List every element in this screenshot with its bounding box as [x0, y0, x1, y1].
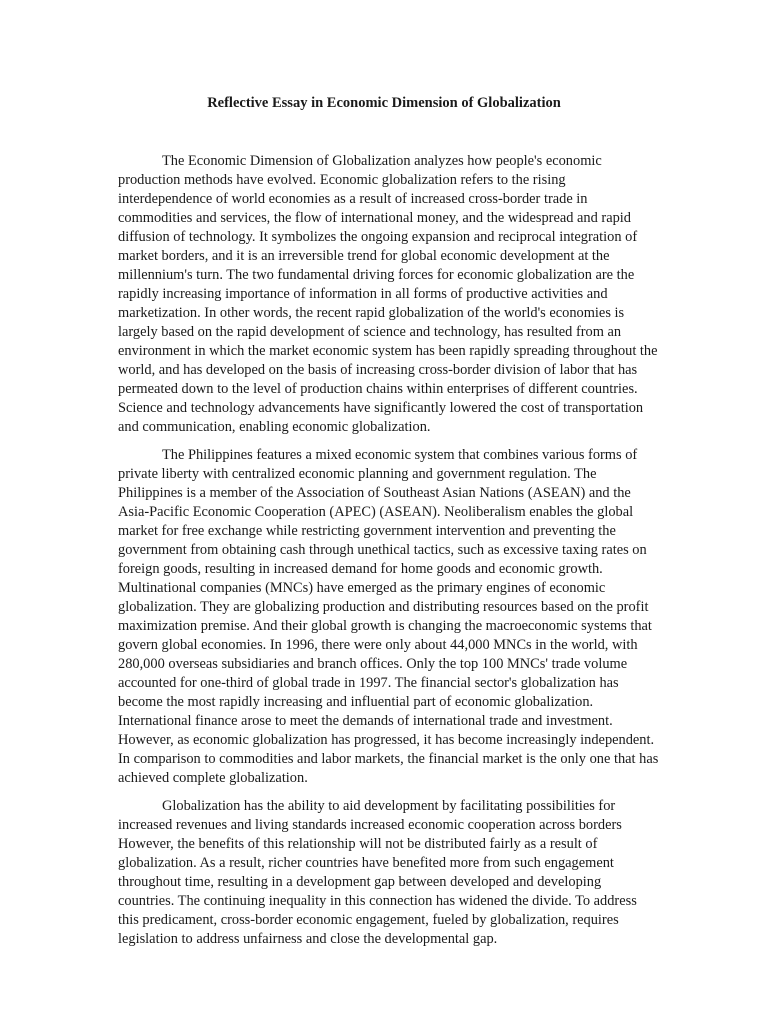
document-body: [118, 152, 661, 958]
document-title: Reflective Essay in Economic Dimension of Globalization: [207, 95, 561, 111]
paragraph-2: The Philippines features a mixed economic system that combines various forms of private liberty with centralized economic planning and government regulation. The Philippines is a member of the Association of Southeast Asian Nations (ASEAN) and the Asia-Pacific Economic Cooperation (APEC) (ASEAN). Neoliberalism enables the global market for free exchange while restricting government intervention and preventing the government from obtaining cash through unethical tactics, such as excessive taxing rates on foreign goods, resulting in increased demand for home goods and economic growth. Multinational companies (MNCs) have emerged as the primary engines of economic globalization. They are globalizing production and distributing resources based on the profit maximization premise. And their global growth is changing the macroeconomic systems that govern global economies. In 1996, there were only about 44,000 MNCs in the world, with 280,000 overseas subsidiaries and branch offices. Only the top 100 MNCs' trade volume accounted for one-third of global trade in 1997. The financial sector's globalization has become the most rapidly increasing and influential part of economic globalization. International finance arose to meet the demands of international trade and investment. However, as economic globalization has progressed, it has become increasingly independent. In comparison to commodities and labor markets, the financial market is the only one that has achieved complete globalization.: [118, 447, 659, 786]
paragraph-3: Globalization has the ability to aid development by facilitating possibilities for increased revenues and living standards increased economic cooperation across borders However, the benefits of this relationship will not be distributed fairly as a result of globalization. As a result, richer countries have benefited more from such engagement throughout time, resulting in a development gap between developed and developing countries. The continuing inequality in this connection has widened the divide. To address this predicament, cross-border economic engagement, fueled by globalization, requires legislation to address unfairness and close the developmental gap.: [118, 798, 637, 947]
paragraph-1: The Economic Dimension of Globalization analyzes how people's economic production methods have evolved. Economic globalization refers to the rising interdependence of world economies as a result of increased cross-border trade in commodities and services, the flow of international money, and the widespread and rapid diffusion of technology. It symbolizes the ongoing expansion and reciprocal integration of market borders, and it is an irreversible trend for global economic development at the millennium's turn. The two fundamental driving forces for economic globalization are the rapidly increasing importance of information in all forms of productive activities and marketization. In other words, the recent rapid globalization of the world's economies is largely based on the rapid development of science and technology, has resulted from an environment in which the market economic system has been rapidly spreading throughout the world, and has developed on the basis of increasing cross-border division of labor that has permeated down to the level of production chains within enterprises of different countries. Science and technology advancements have significantly lowered the cost of transportation and communication, enabling economic globalization.: [118, 153, 658, 435]
